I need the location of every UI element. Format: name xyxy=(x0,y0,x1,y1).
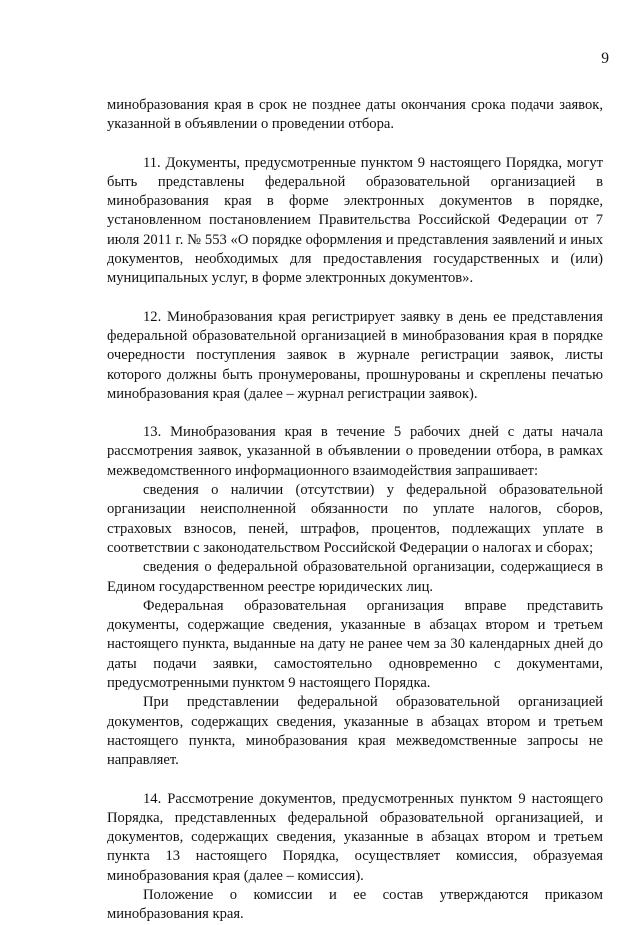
paragraph-spacer xyxy=(107,771,603,790)
paragraph: 12. Минобразования края регистрирует заявку в день ее представления федеральной образовательной организацией в минобразования края в порядке очередности поступления заявок в журнале регистрации заявок, листы которого должны быть пронумерованы, прошнурованы и скреплены печатью минобразования края (далее – журнал регистрации заявок). xyxy=(107,308,603,402)
paragraph: 13. Минобразования края в течение 5 рабочих дней с даты начала рассмотрения заявок, указанной в объявлении о проведении отбора, в рамках межведомственного информационного взаимодействия запрашивает: xyxy=(107,424,603,479)
paragraph: При представлении федеральной образовательной организацией документов, содержащих сведения, указанные в абзацах втором и третьем настоящего пункта, минобразования края межведомственные запросы не направляет. xyxy=(107,694,603,769)
paragraph: 11. Документы, предусмотренные пунктом 9 настоящего Порядка, могут быть представлены федеральной образовательной организацией в минобразования края в форме электронных документов в порядке, установленном постановлением Правительства Российской Федерации от 7 июля 2011 г. № 553 «О порядке оформления и представления заявлений и иных документов, необходимых для предоставления государственных и (или) муниципальных услуг, в форме электронных документов». xyxy=(107,154,603,287)
document-body xyxy=(107,96,603,925)
paragraph: Федеральная образовательная организация вправе представить документы, содержащие сведения, указанные в абзацах втором и третьем настоящего пункта, выданные на дату не ранее чем за 30 календарных дней до даты подачи заявки, самостоятельно одновременно с документами, предусмотренными пунктом 9 настоящего Порядка. xyxy=(107,597,603,692)
paragraph: минобразования края в срок не позднее даты окончания срока подачи заявок, указанной в объявлении о проведении отбора. xyxy=(107,97,603,133)
paragraph: сведения о федеральной образовательной организации, содержащиеся в Едином государственном реестре юридических лиц. xyxy=(107,559,603,595)
paragraph-spacer xyxy=(107,135,603,154)
paragraph-spacer xyxy=(107,404,603,423)
paragraph-spacer xyxy=(107,289,603,308)
page-number: 9 xyxy=(601,50,609,67)
paragraph: Положение о комиссии и ее состав утверждаются приказом минобразования края. xyxy=(107,886,603,923)
paragraph: сведения о наличии (отсутствии) у федеральной образовательной организации неисполненной обязанности по уплате налогов, сборов, страховых взносов, пеней, штрафов, процентов, подлежащих уплате в соответствии с законодательством Российской Федерации о налогах и сборах; xyxy=(107,482,603,556)
paragraph: 14. Рассмотрение документов, предусмотренных пунктом 9 настоящего Порядка, представленных федеральной образовательной организацией, и документов, содержащих сведения, указанные в абзацах втором и третьем пункта 13 настоящего Порядка, осуществляет комиссия, образуемая минобразования края (далее – комиссия). xyxy=(107,790,603,884)
